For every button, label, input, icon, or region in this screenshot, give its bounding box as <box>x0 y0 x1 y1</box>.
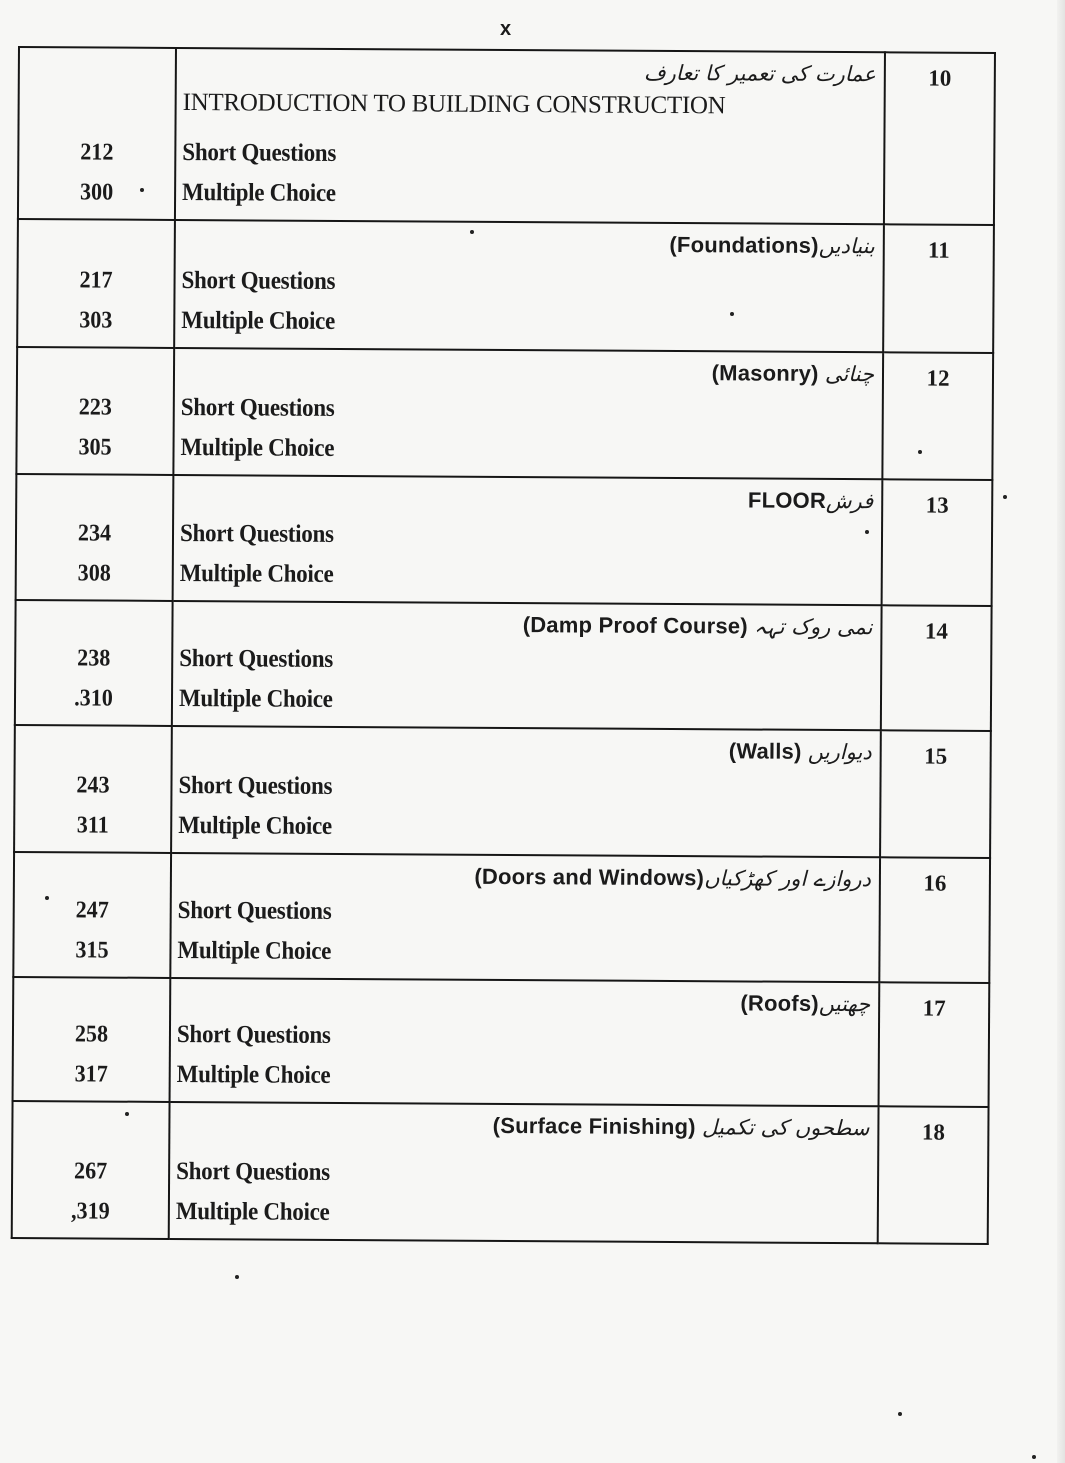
page-number-entry: 317 <box>74 1061 108 1088</box>
chapter-entries <box>177 891 345 972</box>
chapter-number-cell <box>879 857 990 983</box>
scan-speck <box>865 530 869 534</box>
chapter-number: 16 <box>923 870 947 896</box>
toc-row <box>18 47 995 225</box>
chapter-title-english: (Damp Proof Course) <box>522 612 755 639</box>
toc-row <box>16 474 993 606</box>
page-number-entry: 212 <box>80 139 114 166</box>
chapter-number: 10 <box>928 65 952 91</box>
toc-row <box>15 600 992 731</box>
chapter-title <box>170 1103 877 1141</box>
chapter-title-urdu: دیواریں <box>807 739 872 765</box>
page-numbers-cell <box>18 47 176 220</box>
toc-row <box>13 977 990 1107</box>
chapter-title-urdu: سطحوں کی تکمیل <box>702 1115 870 1141</box>
page-numbers-cell <box>16 347 174 475</box>
page-numbers-cell <box>15 600 173 726</box>
toc-entry-link[interactable]: Short Questions <box>178 771 333 800</box>
chapter-title <box>177 49 884 87</box>
page-number-entry: 247 <box>75 897 109 924</box>
chapter-title <box>175 349 882 387</box>
chapter-title-urdu: فرش <box>825 488 874 514</box>
chapter-number-cell <box>879 982 990 1107</box>
page-number-entry: 217 <box>79 267 113 294</box>
page-numbers-cell <box>14 725 172 853</box>
toc-entry-link[interactable]: Short Questions <box>179 644 334 673</box>
scan-speck <box>918 450 922 454</box>
chapter-subtitle: INTRODUCTION TO BUILDING CONSTRUCTION <box>182 89 726 120</box>
chapter-title-english: (Walls) <box>728 738 808 764</box>
page-number-entry: ,319 <box>70 1198 110 1225</box>
chapter-entries <box>182 133 350 214</box>
chapter-content-cell <box>173 475 883 605</box>
page-number-entry: 223 <box>78 394 112 421</box>
toc-entry-link[interactable]: Short Questions <box>176 1020 331 1049</box>
table-of-contents <box>11 46 996 1245</box>
page-numbers-cell <box>16 474 174 601</box>
chapter-entries <box>178 766 346 847</box>
page-edge <box>1057 0 1065 1463</box>
page-number-entry: 303 <box>79 307 113 334</box>
chapter-title-english: FLOOR <box>747 487 827 513</box>
toc-entry-link[interactable]: Multiple Choice <box>178 684 333 713</box>
chapter-entries <box>179 639 347 720</box>
page-numbers-cell <box>13 977 171 1102</box>
scan-speck <box>1032 1455 1036 1459</box>
page-number-entry: 305 <box>78 434 112 461</box>
chapter-title <box>171 979 878 1017</box>
chapter-title <box>172 854 879 892</box>
scan-speck <box>470 230 474 234</box>
chapter-title-english: (Foundations) <box>669 231 819 258</box>
toc-row <box>16 347 993 480</box>
toc-entry-link[interactable]: Short Questions <box>182 139 337 167</box>
page-number-entry: .310 <box>74 685 113 712</box>
chapter-entries <box>176 1152 344 1233</box>
chapter-title <box>176 221 883 259</box>
toc-entry-link[interactable]: Multiple Choice <box>182 179 336 207</box>
chapter-number-cell <box>883 224 994 353</box>
scan-speck <box>45 896 49 900</box>
page-number-entry: 308 <box>77 560 111 587</box>
page-number: x <box>500 18 512 40</box>
chapter-title <box>173 727 880 765</box>
chapter-content-cell <box>172 601 882 730</box>
chapter-number-cell <box>882 479 993 606</box>
chapter-entries <box>181 261 349 342</box>
scan-speck <box>125 1112 129 1116</box>
toc-entry-link[interactable]: Multiple Choice <box>180 434 335 462</box>
chapter-title-english: (Doors and Windows) <box>474 863 705 891</box>
chapter-title-urdu: چھتیں <box>818 991 871 1017</box>
chapter-number-cell <box>881 605 992 731</box>
toc-entry-link[interactable]: Short Questions <box>180 394 335 422</box>
chapter-title-urdu: نمی روک تہہ <box>754 614 873 640</box>
scan-speck <box>898 1412 902 1416</box>
chapter-number: 11 <box>927 237 950 263</box>
chapter-number-cell <box>880 730 991 858</box>
chapter-title-urdu: بنیادیں <box>818 233 875 259</box>
chapter-title <box>173 602 880 640</box>
page-number-entry: 315 <box>75 937 109 964</box>
chapter-content-cell <box>173 348 883 479</box>
chapter-title-urdu: چنائی <box>824 361 875 387</box>
chapter-number: 14 <box>924 618 949 644</box>
chapter-content-cell <box>171 726 881 857</box>
chapter-content-cell <box>170 853 880 982</box>
page-number-entry: 238 <box>77 645 111 672</box>
chapter-content-cell <box>170 978 880 1106</box>
chapter-number-cell <box>882 352 993 480</box>
chapter-number: 13 <box>925 492 949 518</box>
toc-entry-link[interactable]: Short Questions <box>176 1157 330 1186</box>
toc-entry-link[interactable]: Short Questions <box>179 519 334 548</box>
page-number-entry: 311 <box>76 812 109 839</box>
toc-row <box>12 1101 989 1244</box>
chapter-number-cell <box>878 1106 989 1244</box>
toc-entry-link[interactable]: Short Questions <box>181 267 336 295</box>
chapter-title-urdu: دروازے اور کھڑکیاں <box>704 866 871 892</box>
chapter-content-cell <box>175 48 885 224</box>
chapter-entries <box>177 1015 345 1096</box>
chapter-content-cell <box>174 220 884 352</box>
scan-speck <box>140 188 144 192</box>
chapter-number: 15 <box>924 743 948 769</box>
page-number-entry: 258 <box>74 1021 109 1048</box>
toc-row <box>13 852 990 983</box>
chapter-title-english: (Roofs) <box>740 990 819 1016</box>
page-numbers-cell <box>17 219 175 348</box>
toc-row <box>14 725 991 858</box>
toc-entry-link[interactable]: Multiple Choice <box>179 559 334 588</box>
chapter-title-english: (Surface Finishing) <box>492 1112 703 1140</box>
scan-speck <box>1003 495 1007 499</box>
page-number-entry: 234 <box>77 520 112 547</box>
toc-entry-link[interactable]: Multiple Choice <box>176 1060 331 1089</box>
page-numbers-cell <box>12 1101 170 1239</box>
chapter-title-english: (Masonry) <box>711 360 826 386</box>
scan-speck <box>235 1275 239 1279</box>
page-numbers-cell <box>13 852 171 978</box>
toc-entry-link[interactable]: Short Questions <box>177 896 332 925</box>
chapter-title <box>174 476 881 514</box>
scan-speck <box>730 312 734 316</box>
page-number-entry: 243 <box>76 772 110 799</box>
chapter-number-cell <box>884 52 995 225</box>
toc-entry-link[interactable]: Multiple Choice <box>177 936 332 965</box>
chapter-number: 17 <box>922 995 946 1021</box>
toc-entry-link[interactable]: Multiple Choice <box>178 811 332 840</box>
toc-entry-link[interactable]: Multiple Choice <box>181 307 336 335</box>
chapter-content-cell <box>169 1102 879 1243</box>
toc-row <box>17 219 994 353</box>
chapter-title-urdu: عمارت کی تعمیر کا تعارف <box>643 60 876 87</box>
page-number-entry: 267 <box>73 1158 108 1185</box>
toc-entry-link[interactable]: Multiple Choice <box>175 1197 330 1226</box>
page-number-entry: 300 <box>79 179 114 206</box>
chapter-entries <box>180 388 348 469</box>
chapter-number: 18 <box>921 1119 945 1145</box>
chapter-number: 12 <box>926 365 950 391</box>
chapter-entries <box>180 514 348 595</box>
